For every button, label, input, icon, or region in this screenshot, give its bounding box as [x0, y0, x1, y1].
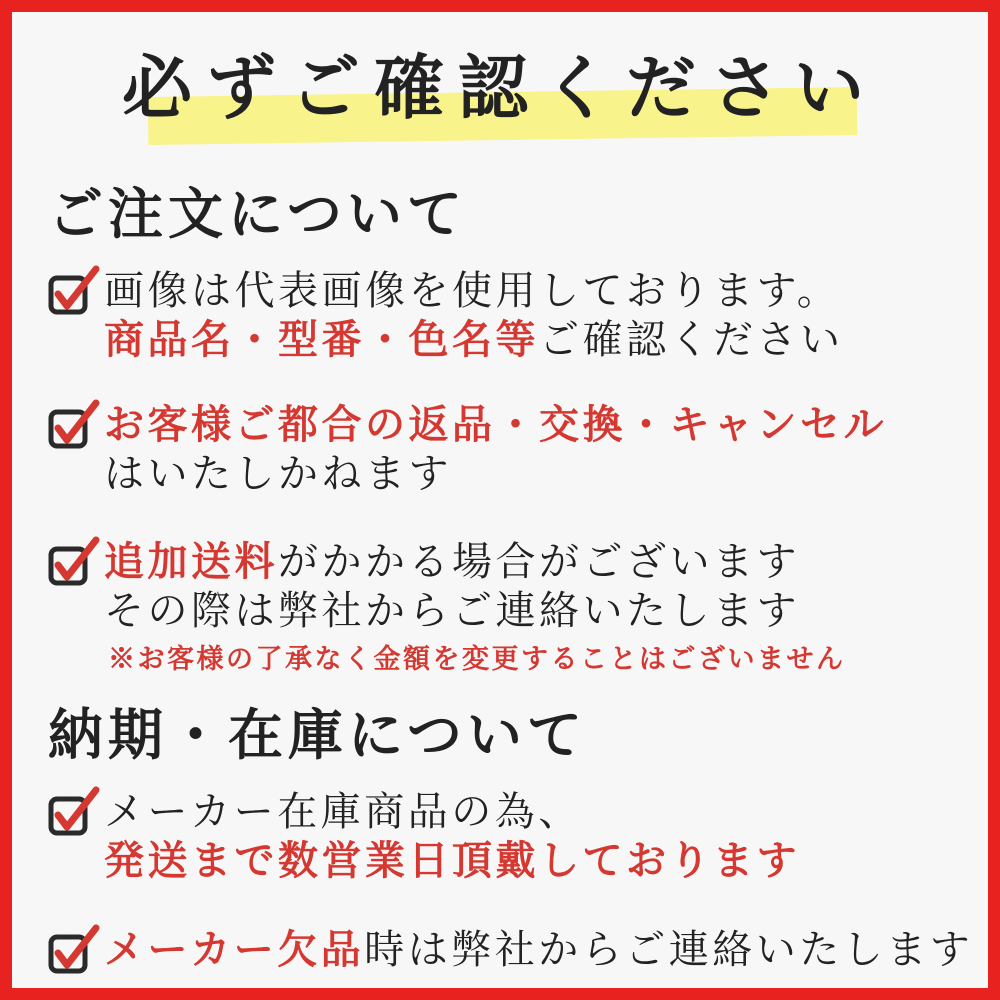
list-item-extra-shipping [48, 538, 952, 677]
section-heading-order: ご注文について [48, 181, 467, 246]
emphasized-red-text: お客様ご都合の返品・交換・キャンセル [104, 400, 887, 448]
checkbox-check-icon [48, 401, 98, 451]
checkbox-check-icon [48, 788, 98, 838]
item-text-line: 画像は代表画像を使用しております。 [104, 268, 841, 315]
emphasized-red-text: 発送まで数営業日頂戴しております [104, 837, 800, 885]
item-text-line: 追加送料がかかる場合がございます [104, 538, 800, 586]
list-item-representative-image [48, 267, 952, 365]
item-text-line: はいたしかねます [104, 450, 452, 497]
item-text-line: その際は弊社からご連絡いたします [104, 588, 800, 635]
notice-panel [12, 44, 988, 976]
emphasized-red-text: 追加送料 [104, 538, 278, 586]
item-text-line: メーカー在庫商品の為、 [104, 789, 582, 836]
emphasized-red-text: メーカー欠品 [104, 925, 365, 973]
item-text-line: 商品名・型番・色名等ご確認ください [104, 316, 844, 364]
list-item-maker-shortage [48, 925, 974, 976]
section-heading-stock: 納期・在庫について [48, 701, 587, 767]
page-title-text: 必ずご確認ください [122, 46, 878, 129]
footnote-red-text: ※お客様の了承なく金額を変更することはございません [108, 644, 846, 676]
list-item-no-returns [48, 401, 952, 499]
checkbox-check-icon [48, 267, 98, 317]
checkbox-check-icon [48, 926, 98, 976]
page-title [48, 44, 952, 156]
list-item-maker-stock [48, 788, 952, 886]
emphasized-red-text: 商品名・型番・色名等 [104, 316, 539, 364]
item-text-line: メーカー欠品時は弊社からご連絡いたします [104, 925, 974, 973]
checkbox-check-icon [48, 538, 98, 588]
item-text-line [104, 837, 800, 886]
item-text-line [104, 401, 887, 450]
